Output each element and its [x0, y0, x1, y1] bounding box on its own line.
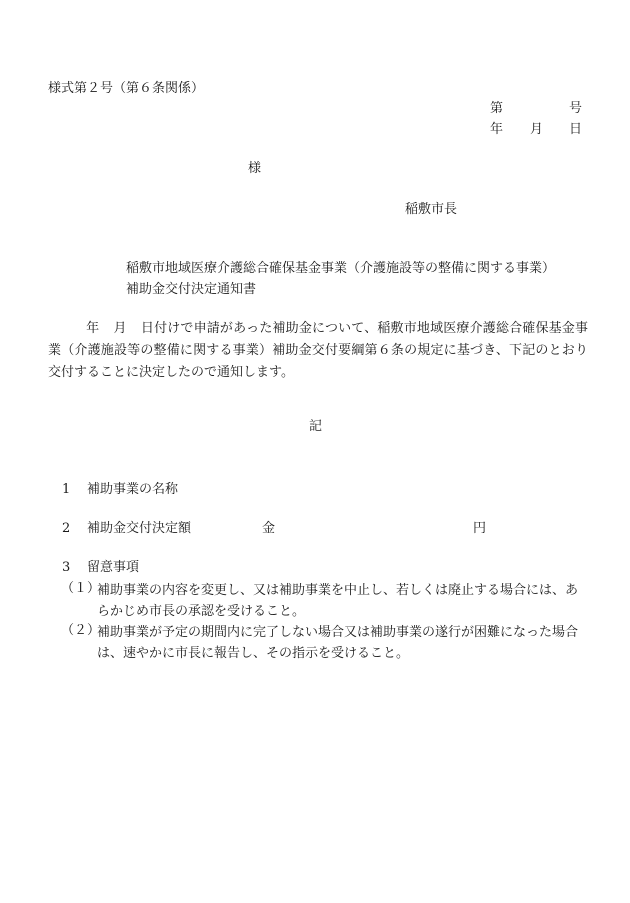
ki-heading: 記 [309, 419, 323, 434]
date-month: 月 [530, 122, 544, 137]
issuer-name: 稲敷市長 [405, 202, 458, 217]
recipient-honorific: 様 [248, 161, 262, 176]
note-2-text [97, 622, 587, 664]
note-1-number: （１） [61, 581, 101, 596]
item-2-yen: 円 [473, 521, 487, 536]
item-3-number: 3 [62, 560, 71, 575]
title-line-2: 補助金交付決定通知書 [126, 282, 257, 297]
note-2-number: （２） [61, 623, 101, 638]
body-month: 月 [113, 321, 127, 336]
body-year: 年 [86, 321, 100, 336]
item-2-kin: 金 [262, 521, 276, 536]
note-1-text [97, 580, 587, 622]
item-2-number: 2 [62, 521, 71, 536]
note-2-content: 補助事業が予定の期間内に完了しない場合又は補助事業の遂行が困難になった場合は、速やかに市長に報告し、その指示を受けること。 [97, 625, 579, 661]
item-2-label: 補助金交付決定額 [87, 521, 192, 536]
body-paragraph [48, 318, 588, 384]
number-suffix: 号 [569, 101, 583, 116]
item-1-number: 1 [62, 482, 71, 497]
number-prefix: 第 [490, 101, 504, 116]
body-text: 日付けで申請があった補助金について、稲敷市地域医療介護総合確保基金事業（介護施設等の整備に関する事業）補助金交付要綱第６条の規定に基づき、下記のとおり交付することに決定したので通知します。 [48, 321, 588, 380]
form-label: 様式第２号（第６条関係） [48, 81, 205, 96]
date-day: 日 [569, 122, 583, 137]
date-year: 年 [490, 122, 504, 137]
item-3-label: 留意事項 [87, 560, 140, 575]
title-line-1: 稲敷市地域医療介護総合確保基金事業（介護施設等の整備に関する事業） [126, 261, 556, 276]
note-1-content: 補助事業の内容を変更し、又は補助事業を中止し、若しくは廃止する場合には、あらかじめ市長の承認を受けること。 [97, 583, 579, 619]
item-1-label: 補助事業の名称 [87, 482, 179, 497]
